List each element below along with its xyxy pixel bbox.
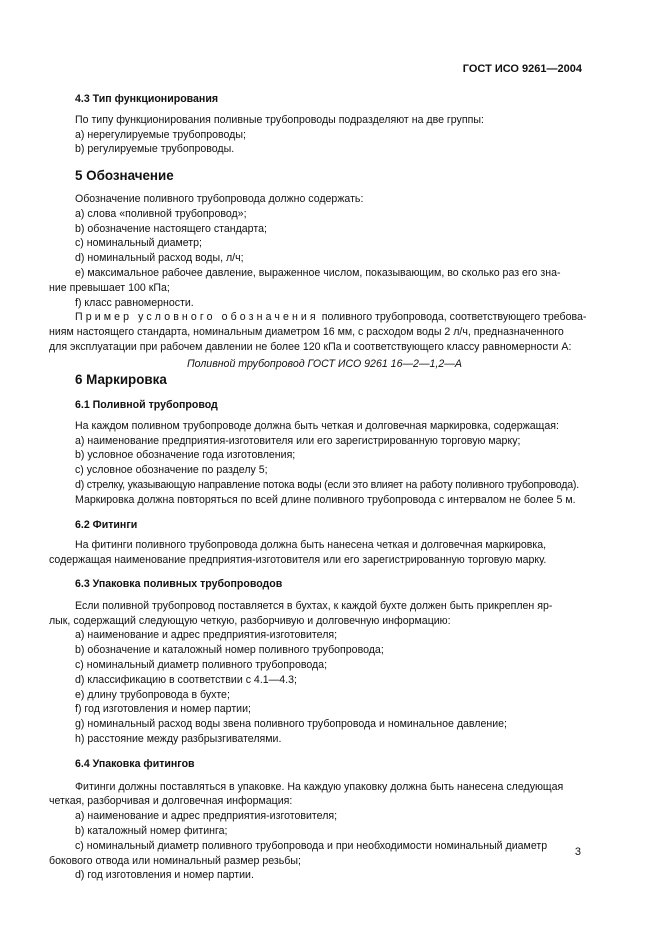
paragraph-continuation: четкая, разборчивая и долговечная информация: bbox=[49, 795, 293, 808]
list-item: b) обозначение и каталожный номер поливного трубопровода; bbox=[75, 644, 384, 657]
section-6-title: 6 Маркировка bbox=[75, 372, 167, 387]
example-paragraph bbox=[75, 310, 587, 325]
list-item: b) условное обозначение года изготовления; bbox=[75, 449, 296, 462]
section-6-1-title: 6.1 Поливной трубопровод bbox=[75, 399, 218, 411]
paragraph: На каждом поливном трубопроводе должна быть четкая и долговечная маркировка, содержащая: bbox=[75, 419, 559, 432]
section-6-4-title: 6.4 Упаковка фитингов bbox=[75, 757, 195, 770]
paragraph: Обозначение поливного трубопровода должно содержать: bbox=[75, 193, 364, 205]
section-6 bbox=[49, 372, 584, 883]
list-item: g) номинальный расход воды звена поливного трубопровода и номинальное давление; bbox=[75, 718, 507, 731]
list-item: e) длину трубопровода в бухте; bbox=[75, 688, 230, 701]
section-5-title: 5 Обозначение bbox=[75, 168, 174, 183]
list-item: d) год изготовления и номер партии. bbox=[75, 869, 254, 882]
paragraph-continuation: лык, содержащий следующую четкую, разборчивую и долговечную информацию: bbox=[49, 614, 451, 627]
example-text: поливного трубопровода, соответствующего требова- bbox=[318, 311, 587, 324]
list-item: e) максимальное рабочее давление, выраженное числом, показывающим, во сколько раз его зна- bbox=[75, 266, 561, 279]
list-item: f) год изготовления и номер партии; bbox=[75, 703, 251, 716]
list-item-continuation: бокового отвода или номинальный размер резьбы; bbox=[49, 854, 301, 867]
example-line: для эксплуатации при рабочем давлении не более 120 кПа и соответствующего классу равномерности А: bbox=[49, 340, 572, 353]
section-5 bbox=[49, 168, 587, 372]
list-item: d) номинальный расход воды, л/ч; bbox=[75, 252, 244, 265]
paragraph: По типу функционирования поливные трубопроводы подразделяют на две группы: bbox=[75, 113, 484, 126]
section-4-3-title: 4.3 Тип функционирования bbox=[75, 93, 219, 105]
paragraph: Маркировка должна повторяться по всей длине поливного трубопровода с интервалом не более 5 м. bbox=[75, 493, 576, 506]
paragraph-continuation: содержащая наименование предприятия-изготовителя или его зарегистрированную торговую марку. bbox=[49, 554, 547, 567]
list-item: b) обозначение настоящего стандарта; bbox=[75, 222, 267, 235]
designation-example: Поливной трубопровод ГОСТ ИСО 9261 16—2—1,2—А bbox=[187, 357, 462, 370]
example-label: Пример условного обозначения bbox=[75, 311, 319, 324]
section-6-2-title: 6.2 Фитинги bbox=[75, 518, 138, 531]
page-number: 3 bbox=[574, 846, 581, 858]
list-item: a) наименование и адрес предприятия-изготовителя; bbox=[75, 629, 338, 642]
paragraph: Если поливной трубопровод поставляется в бухтах, к каждой бухте должен быть прикреплен яр- bbox=[75, 599, 553, 612]
list-item: c) условное обозначение по разделу 5; bbox=[75, 464, 268, 477]
list-item: f) класс равномерности. bbox=[75, 296, 194, 309]
list-item: c) номинальный диаметр поливного трубопровода; bbox=[75, 658, 328, 671]
list-item: a) наименование и адрес предприятия-изготовителя; bbox=[75, 810, 338, 823]
list-item: b) регулируемые трубопроводы. bbox=[75, 143, 235, 156]
document-header: ГОСТ ИСО 9261—2004 bbox=[462, 63, 582, 75]
list-item: d) классификацию в соответствии с 4.1—4.3; bbox=[75, 673, 297, 686]
list-item: b) каталожный номер фитинга; bbox=[75, 824, 228, 837]
list-item: a) нерегулируемые трубопроводы; bbox=[75, 128, 246, 141]
section-4-3 bbox=[75, 92, 584, 157]
section-6-3-title: 6.3 Упаковка поливных трубопроводов bbox=[75, 577, 283, 590]
list-item: c) номинальный диаметр; bbox=[75, 237, 202, 250]
list-item: a) наименование предприятия-изготовителя или его зарегистрированную торговую марку; bbox=[75, 434, 521, 447]
paragraph: Фитинги должны поставляться в упаковке. На каждую упаковку должна быть нанесена следующая bbox=[75, 780, 564, 793]
list-item-continuation: ние превышает 100 кПа; bbox=[49, 281, 170, 294]
list-item: h) расстояние между разбрызгивателями. bbox=[75, 732, 282, 745]
example-line: ниям настоящего стандарта, номинальным диаметром 16 мм, с расходом воды 2 л/ч, предназначенного bbox=[49, 326, 564, 339]
list-item: c) номинальный диаметр поливного трубопровода и при необходимости номинальный диаметр bbox=[75, 839, 548, 852]
list-item: a) слова «поливной трубопровод»; bbox=[75, 207, 247, 220]
list-item: d) стрелку, указывающую направление потока воды (если это влияет на работу поливного трубопровода). bbox=[75, 478, 579, 491]
paragraph: На фитинги поливного трубопровода должна быть нанесена четкая и долговечная маркировка, bbox=[75, 539, 547, 552]
